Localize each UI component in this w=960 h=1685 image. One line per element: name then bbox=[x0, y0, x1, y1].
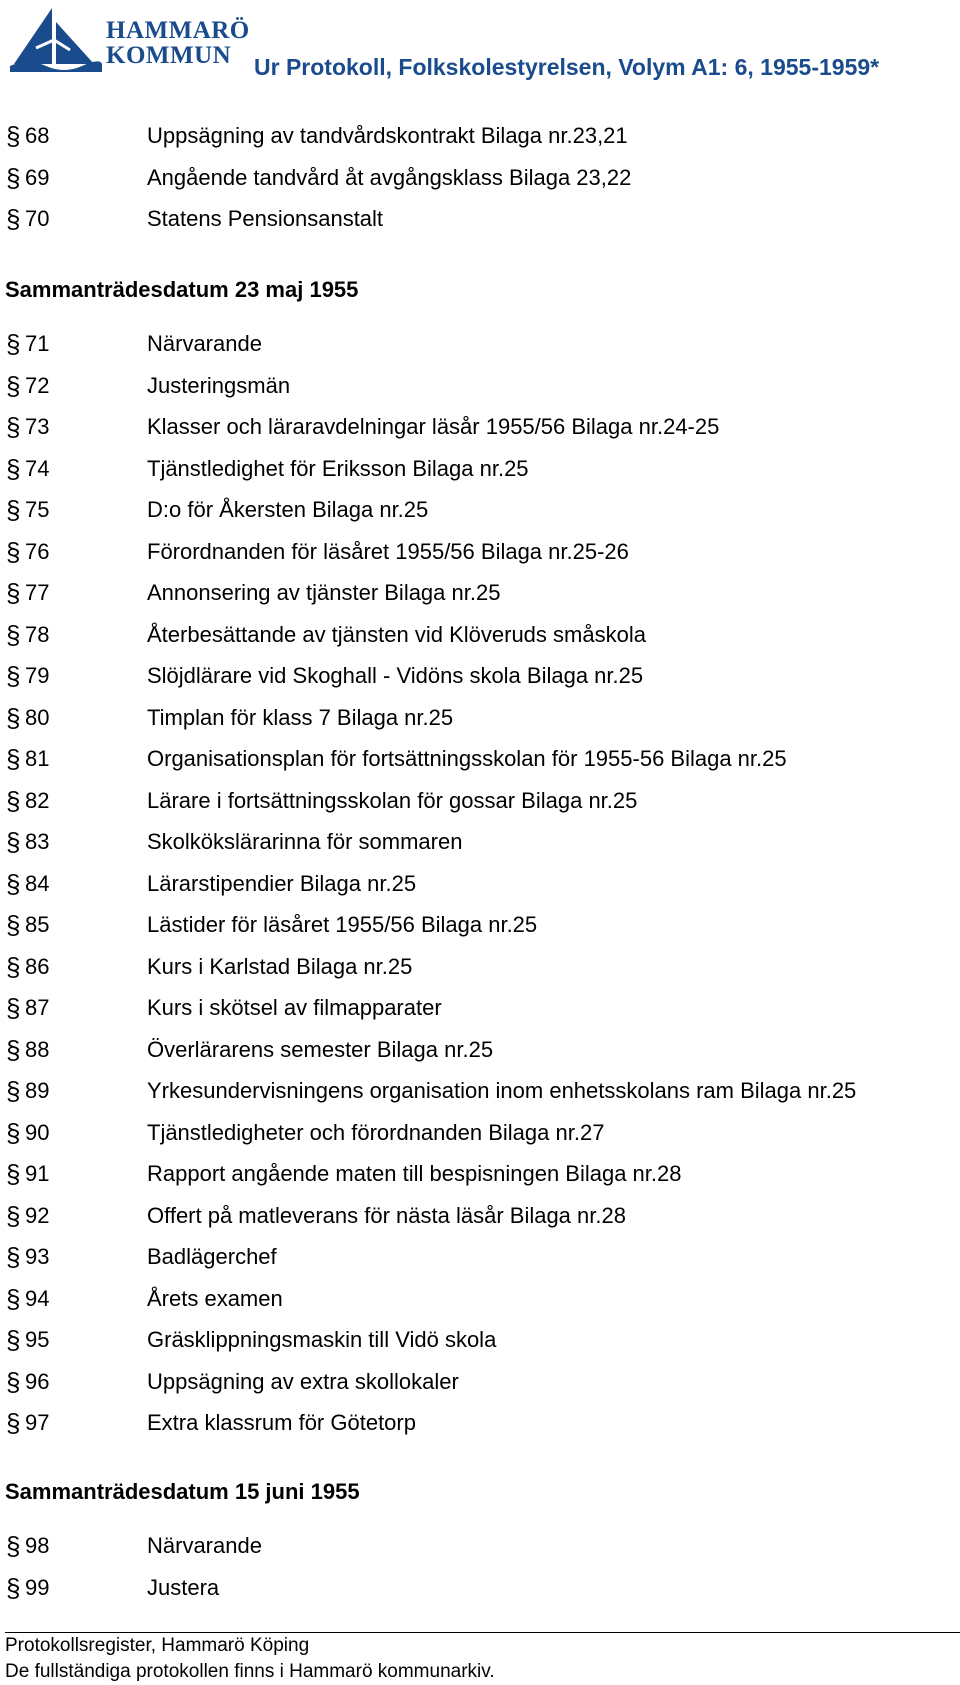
paragraph-number: 86 bbox=[25, 953, 50, 979]
paragraph-number: 75 bbox=[25, 497, 50, 522]
paragraph-title: Rapport angående maten till bespisningen Bilaga nr.28 bbox=[147, 1161, 682, 1186]
paragraph-number: 95 bbox=[25, 1327, 50, 1352]
paragraph-number: 68 bbox=[25, 123, 50, 148]
paragraph-number: 72 bbox=[25, 372, 50, 398]
sailboat-logo-icon bbox=[8, 4, 104, 74]
paragraph-number: 73 bbox=[25, 414, 50, 439]
paragraph-number: 87 bbox=[25, 995, 50, 1020]
paragraph-title: Slöjdlärare vid Skoghall - Vidöns skola Bilaga nr.25 bbox=[147, 663, 644, 688]
section-symbol: § bbox=[6, 329, 21, 359]
section-symbol: § bbox=[6, 1117, 21, 1148]
section-symbol: § bbox=[6, 785, 21, 816]
section-symbol: § bbox=[6, 412, 21, 442]
paragraph-title: Statens Pensionsanstalt bbox=[147, 206, 384, 231]
section-symbol: § bbox=[6, 121, 21, 151]
paragraph-title: Justera bbox=[147, 1574, 220, 1600]
paragraph-title: Justeringsmän bbox=[147, 372, 291, 398]
paragraph-title: Extra klassrum för Götetorp bbox=[147, 1410, 416, 1435]
hammaro-kommun-logo bbox=[8, 4, 248, 76]
footer-divider bbox=[5, 1632, 960, 1633]
paragraph-title: Uppsägning av tandvårdskontrakt Bilaga nr.23,21 bbox=[147, 123, 628, 148]
section-symbol: § bbox=[6, 619, 21, 650]
paragraph-title: Årets examen bbox=[147, 1285, 283, 1311]
section-symbol: § bbox=[6, 868, 21, 899]
paragraph-number: 89 bbox=[25, 1078, 50, 1103]
paragraph-title: Överlärarens semester Bilaga nr.25 bbox=[147, 1036, 494, 1062]
paragraph-title: Organisationsplan för fortsättningsskolan för 1955-56 Bilaga nr.25 bbox=[147, 746, 787, 771]
paragraph-number: 71 bbox=[25, 331, 50, 356]
paragraph-number: 91 bbox=[25, 1161, 50, 1186]
document-title: Ur Protokoll, Folkskolestyrelsen, Volym A1: 6, 1955-1959* bbox=[254, 54, 880, 80]
paragraph-number: 69 bbox=[25, 164, 50, 190]
meeting-date-heading-1: Sammanträdesdatum 23 maj 1955 bbox=[5, 277, 359, 302]
section-symbol: § bbox=[6, 1034, 21, 1065]
paragraph-number: 92 bbox=[25, 1202, 50, 1228]
section-symbol: § bbox=[6, 162, 21, 193]
section-symbol: § bbox=[6, 536, 21, 567]
paragraph-number: 77 bbox=[25, 580, 50, 605]
paragraph-title: Gräsklippningsmaskin till Vidö skola bbox=[147, 1327, 497, 1352]
section-symbol: § bbox=[6, 1242, 21, 1272]
section-symbol: § bbox=[6, 910, 21, 940]
section-symbol: § bbox=[6, 702, 21, 733]
paragraph-title: Skolkökslärarinna för sommaren bbox=[147, 829, 463, 854]
paragraph-title: Offert på matleverans för nästa läsår Bilaga nr.28 bbox=[147, 1202, 626, 1228]
paragraph-number: 90 bbox=[25, 1119, 50, 1145]
logo-line-1: HAMMARÖ bbox=[106, 17, 250, 44]
paragraph-title: Angående tandvård åt avgångsklass Bilaga 23,22 bbox=[147, 164, 632, 190]
section-symbol: § bbox=[6, 1408, 21, 1438]
logo-wordmark bbox=[106, 18, 250, 68]
paragraph-number: 84 bbox=[25, 870, 50, 896]
paragraph-title: Kurs i skötsel av filmapparater bbox=[147, 995, 442, 1020]
section-symbol: § bbox=[6, 1159, 21, 1189]
paragraph-title: Tjänstledighet för Eriksson Bilaga nr.25 bbox=[147, 455, 529, 481]
paragraph-number: 98 bbox=[25, 1533, 50, 1558]
paragraph-title: Yrkesundervisningens organisation inom enhetsskolans ram Bilaga nr.25 bbox=[147, 1078, 857, 1103]
paragraph-number: 78 bbox=[25, 621, 50, 647]
paragraph-number: 94 bbox=[25, 1285, 50, 1311]
paragraph-number: 97 bbox=[25, 1410, 50, 1435]
page-header bbox=[0, 0, 960, 90]
paragraph-title: Tjänstledigheter och förordnanden Bilaga nr.27 bbox=[147, 1119, 605, 1145]
paragraph-number: 70 bbox=[25, 206, 50, 231]
section-symbol: § bbox=[6, 827, 21, 857]
paragraph-number: 93 bbox=[25, 1244, 50, 1269]
paragraph-number: 83 bbox=[25, 829, 50, 854]
paragraph-title: Uppsägning av extra skollokaler bbox=[147, 1368, 459, 1394]
paragraph-title: Timplan för klass 7 Bilaga nr.25 bbox=[147, 704, 454, 730]
footer-line-1: Protokollsregister, Hammarö Köping bbox=[5, 1635, 310, 1656]
paragraph-title: Lärarstipendier Bilaga nr.25 bbox=[147, 870, 417, 896]
section-symbol: § bbox=[6, 1200, 21, 1231]
paragraph-title: D:o för Åkersten Bilaga nr.25 bbox=[147, 497, 429, 522]
section-symbol: § bbox=[6, 1283, 21, 1314]
section-symbol: § bbox=[6, 993, 21, 1023]
paragraph-number: 82 bbox=[25, 787, 50, 813]
footer-line-2: De fullständiga protokollen finns i Hammarö kommunarkiv. bbox=[5, 1661, 495, 1682]
paragraph-number: 74 bbox=[25, 455, 50, 481]
paragraph-number: 81 bbox=[25, 746, 50, 771]
paragraph-title: Återbesättande av tjänsten vid Klöveruds småskola bbox=[147, 621, 646, 647]
section-symbol: § bbox=[6, 578, 21, 608]
section-symbol: § bbox=[6, 204, 21, 234]
paragraph-title: Annonsering av tjänster Bilaga nr.25 bbox=[147, 580, 501, 605]
section-symbol: § bbox=[6, 1572, 21, 1603]
section-symbol: § bbox=[6, 495, 21, 525]
meeting-date-heading-2: Sammanträdesdatum 15 juni 1955 bbox=[5, 1479, 360, 1504]
section-symbol: § bbox=[6, 661, 21, 691]
section-symbol: § bbox=[6, 1325, 21, 1355]
section-symbol: § bbox=[6, 1076, 21, 1106]
paragraph-title: Lärare i fortsättningsskolan för gossar Bilaga nr.25 bbox=[147, 787, 638, 813]
paragraph-title: Badlägerchef bbox=[147, 1244, 277, 1269]
paragraph-number: 96 bbox=[25, 1368, 50, 1394]
section-symbol: § bbox=[6, 1366, 21, 1397]
section-symbol: § bbox=[6, 453, 21, 484]
paragraph-title: Kurs i Karlstad Bilaga nr.25 bbox=[147, 953, 413, 979]
paragraph-number: 79 bbox=[25, 663, 50, 688]
paragraph-title: Lästider för läsåret 1955/56 Bilaga nr.25 bbox=[147, 912, 538, 937]
paragraph-number: 80 bbox=[25, 704, 50, 730]
logo-line-2: KOMMUN bbox=[106, 42, 232, 69]
section-symbol: § bbox=[6, 370, 21, 401]
paragraph-number: 76 bbox=[25, 538, 50, 564]
paragraph-number: 85 bbox=[25, 912, 50, 937]
paragraph-title: Förordnanden för läsåret 1955/56 Bilaga nr.25-26 bbox=[147, 538, 629, 564]
paragraph-title: Närvarande bbox=[147, 1533, 262, 1558]
paragraph-title: Klasser och läraravdelningar läsår 1955/56 Bilaga nr.24-25 bbox=[147, 414, 720, 439]
section-symbol: § bbox=[6, 744, 21, 774]
section-symbol: § bbox=[6, 951, 21, 982]
section-symbol: § bbox=[6, 1531, 21, 1561]
paragraph-title: Närvarande bbox=[147, 331, 262, 356]
paragraph-number: 88 bbox=[25, 1036, 50, 1062]
paragraph-number: 99 bbox=[25, 1574, 50, 1600]
